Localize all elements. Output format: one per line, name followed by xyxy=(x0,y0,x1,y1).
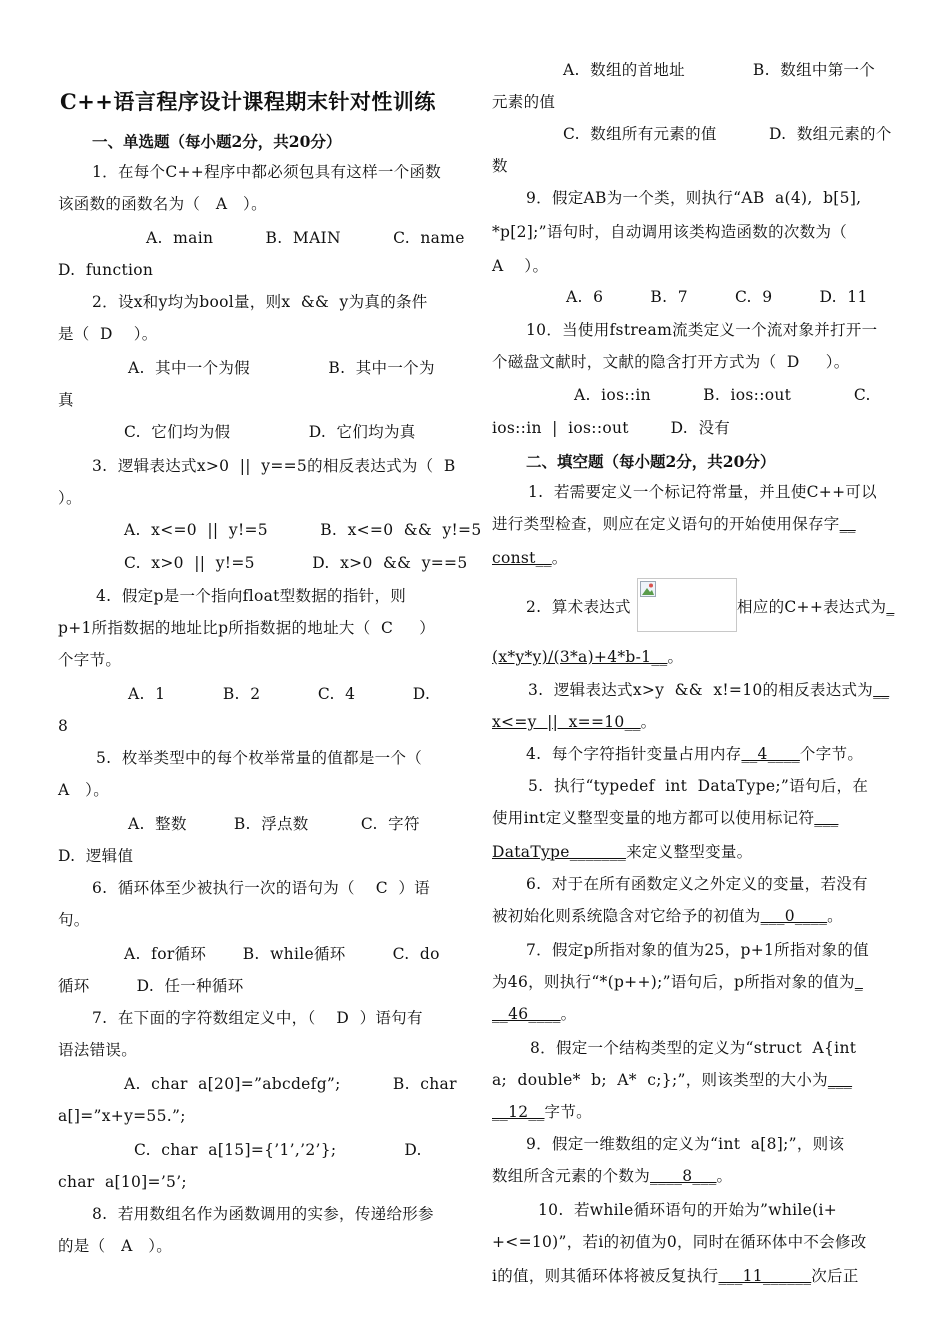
broken-image-icon xyxy=(637,578,737,632)
question-line xyxy=(492,712,656,732)
question-text: 来定义整型变量。 xyxy=(626,843,753,861)
question-line: *p[2];”语句时，自动调用该类构造函数的次数为（ xyxy=(492,223,848,241)
question-line: 6. 对于在所有函数定义之外定义的变量，若没有 xyxy=(526,875,868,893)
question-text: 。 xyxy=(667,648,684,666)
question-text: 个字节。 xyxy=(799,745,864,763)
question-text: 。 xyxy=(827,907,843,925)
answer-blank: _ xyxy=(854,973,863,991)
question-line: 9．假定AB为一个类，则执行“AB a(4), b[5], xyxy=(526,189,862,207)
option-line: A. for循环 B. while循环 C. do xyxy=(124,945,440,963)
answer-blank: ___ xyxy=(814,809,839,827)
question-text: 。 xyxy=(560,1005,577,1023)
option-line: A. ios::in B. ios::out C. xyxy=(574,386,871,404)
question-text: 为46，则执行“*(p++);”语句后，p所指对象的值为 xyxy=(492,973,855,991)
question-line: 句。 xyxy=(58,911,90,929)
question-line: 2. 算术表达式 xyxy=(526,598,631,616)
answer-blank: ___11______ xyxy=(718,1267,812,1285)
question-line: 4. 假定p是一个指向float型数据的指针，则 xyxy=(96,587,407,605)
question-line: 10. 若while循环语句的开始为”while(i+ xyxy=(538,1201,837,1219)
answer-blank: DataType_______ xyxy=(492,843,627,861)
answer-blank: __4____ xyxy=(741,745,800,763)
answer-blank: __12__ xyxy=(492,1103,545,1121)
option-line: A. 6 B. 7 C. 9 D. 11 xyxy=(566,288,868,306)
option-line: 8 xyxy=(58,717,69,735)
question-text: 次后正 xyxy=(811,1267,859,1285)
question-line xyxy=(492,1004,576,1024)
option-line: A. main B. MAIN C. name xyxy=(146,229,465,247)
question-line xyxy=(492,1166,732,1186)
question-line: 个字节。 xyxy=(58,651,122,669)
question-text: i的值，则其循环体将被反复执行 xyxy=(492,1267,719,1285)
question-line xyxy=(492,514,856,534)
question-line: ）。 xyxy=(58,489,82,507)
question-line xyxy=(737,597,894,617)
question-line xyxy=(492,906,843,926)
option-line: C. 数组所有元素的值 D. 数组元素的个 xyxy=(563,125,892,143)
question-line: 9．假定一维数组的定义为“int a[8];”，则该 xyxy=(526,1135,845,1153)
question-line: 语法错误。 xyxy=(58,1041,138,1059)
page-title: C++语言程序设计课程期末针对性训练 xyxy=(60,89,436,114)
question-line: 1．在每个C++程序中都必须包具有这样一个函数 xyxy=(92,163,442,181)
answer-blank: ___ xyxy=(827,1071,853,1089)
answer-blank: __46____ xyxy=(492,1005,561,1023)
option-line: A. 整数 B. 浮点数 C. 字符 xyxy=(128,815,420,833)
question-line: 1. 若需要定义一个标记符常量，并且使C++可以 xyxy=(528,483,877,501)
question-text: 被初始化则系统隐含对它给予的初值为 xyxy=(492,907,761,925)
question-line xyxy=(492,808,838,828)
question-line xyxy=(492,1266,859,1286)
option-line: A. 数组的首地址 B. 数组中第一个 xyxy=(563,61,876,79)
question-line: 6. 循环体至少被执行一次的语句为（ C ）语 xyxy=(92,879,430,897)
question-text: 。 xyxy=(551,549,568,567)
question-line xyxy=(492,1070,852,1090)
question-line: A ）。 xyxy=(58,781,110,799)
question-text: 进行类型检查，则应在定义语句的开始使用保存字 xyxy=(492,515,840,533)
option-line: ios::in | ios::out D. 没有 xyxy=(492,419,731,437)
question-line xyxy=(526,744,863,764)
option-line: C. char a[15]={’1’,’2’}; D. xyxy=(134,1141,422,1159)
question-line xyxy=(492,548,568,568)
answer-blank: const__ xyxy=(492,549,552,567)
question-line: 5. 枚举类型中的每个枚举常量的值都是一个（ xyxy=(96,749,423,767)
question-text: 。 xyxy=(716,1167,733,1185)
question-line xyxy=(492,1102,592,1122)
answer-blank: ___0____ xyxy=(760,907,828,925)
question-text: 相应的C++表达式为 xyxy=(737,598,887,616)
option-line: A. 1 B. 2 C. 4 D. xyxy=(128,685,431,703)
question-text: 字节。 xyxy=(544,1103,592,1121)
question-line: 的是（ A ）。 xyxy=(58,1237,173,1255)
option-line: A. 其中一个为假 B. 其中一个为 xyxy=(128,359,435,377)
section-heading-fill-blank: 二、填空题（每小题2分，共20分） xyxy=(526,452,776,471)
option-line: D. 逻辑值 xyxy=(58,847,134,865)
question-line xyxy=(528,680,889,700)
answer-blank: __ xyxy=(839,515,856,533)
option-line: 循环 D. 任一种循环 xyxy=(58,977,244,995)
question-line: 5. 执行“typedef int DataType;”语句后，在 xyxy=(528,777,869,795)
answer-blank: __ xyxy=(873,681,890,699)
section-heading-single-choice: 一、单选题（每小题2分，共20分） xyxy=(92,132,342,151)
question-text: 。 xyxy=(640,713,657,731)
question-line: 个磁盘文献时，文献的隐含打开方式为（ D ）。 xyxy=(492,353,850,371)
question-line: 10．当使用fstream流类定义一个流对象并打开一 xyxy=(526,321,878,339)
question-line: 8. 若用数组名作为函数调用的实参，传递给形参 xyxy=(92,1205,434,1223)
question-line: 2．设x和y均为bool量，则x && y为真的条件 xyxy=(92,293,428,311)
question-line: A ）。 xyxy=(492,257,549,275)
question-line: 7．假定p所指对象的值为25，p+1所指对象的值 xyxy=(526,941,869,959)
question-text: 数组所含元素的个数为 xyxy=(492,1167,651,1185)
question-line xyxy=(492,972,863,992)
question-text: 3. 逻辑表达式x>y && x!=10的相反表达式为 xyxy=(528,681,874,699)
option-line: 元素的值 xyxy=(492,93,556,111)
option-line: C. x>0 || y!=5 D. x>0 && y==5 xyxy=(124,554,468,572)
option-line: C. 它们均为假 D. 它们均为真 xyxy=(124,423,416,441)
option-line: 真 xyxy=(58,391,74,409)
question-text: a; double* b; A* c;};”，则该类型的大小为 xyxy=(492,1071,828,1089)
question-line: p+1所指数据的地址比p所指数据的地址大（ C ） xyxy=(58,619,436,637)
answer-blank: ____8___ xyxy=(650,1167,717,1185)
option-line: D. function xyxy=(58,261,154,279)
question-line: 该函数的函数名为（ A ）。 xyxy=(58,195,267,213)
answer-blank: (x*y*y)/(3*a)+4*b-1__ xyxy=(492,648,668,666)
question-line xyxy=(492,647,683,667)
image-placeholder-icon xyxy=(640,581,656,597)
option-line: char a[10]=’5’; xyxy=(58,1173,187,1191)
option-line: A. char a[20]=”abcdefg”; B. char xyxy=(124,1075,457,1093)
option-line: a[]=”x+y=55.”; xyxy=(58,1107,186,1125)
question-line: +<=10)”，若i的初值为0，同时在循环体中不会修改 xyxy=(492,1233,867,1251)
question-line xyxy=(492,842,752,862)
option-line: A. x<=0 || y!=5 B. x<=0 && y!=5 xyxy=(124,521,482,539)
question-line: 是（ D ）。 xyxy=(58,325,158,343)
answer-blank: _ xyxy=(886,598,895,616)
option-line: 数 xyxy=(492,157,508,175)
question-text: 4. 每个字符指针变量占用内存 xyxy=(526,745,742,763)
question-line: 8．假定一个结构类型的定义为“struct A{int xyxy=(530,1039,857,1057)
question-line: 3. 逻辑表达式x>0 || y==5的相反表达式为（ B xyxy=(92,457,456,475)
answer-blank: x<=y || x==10__ xyxy=(492,713,641,731)
question-text: 使用int定义整型变量的地方都可以使用标记符 xyxy=(492,809,815,827)
question-line: 7. 在下面的字符数组定义中，（ D ）语句有 xyxy=(92,1009,423,1027)
